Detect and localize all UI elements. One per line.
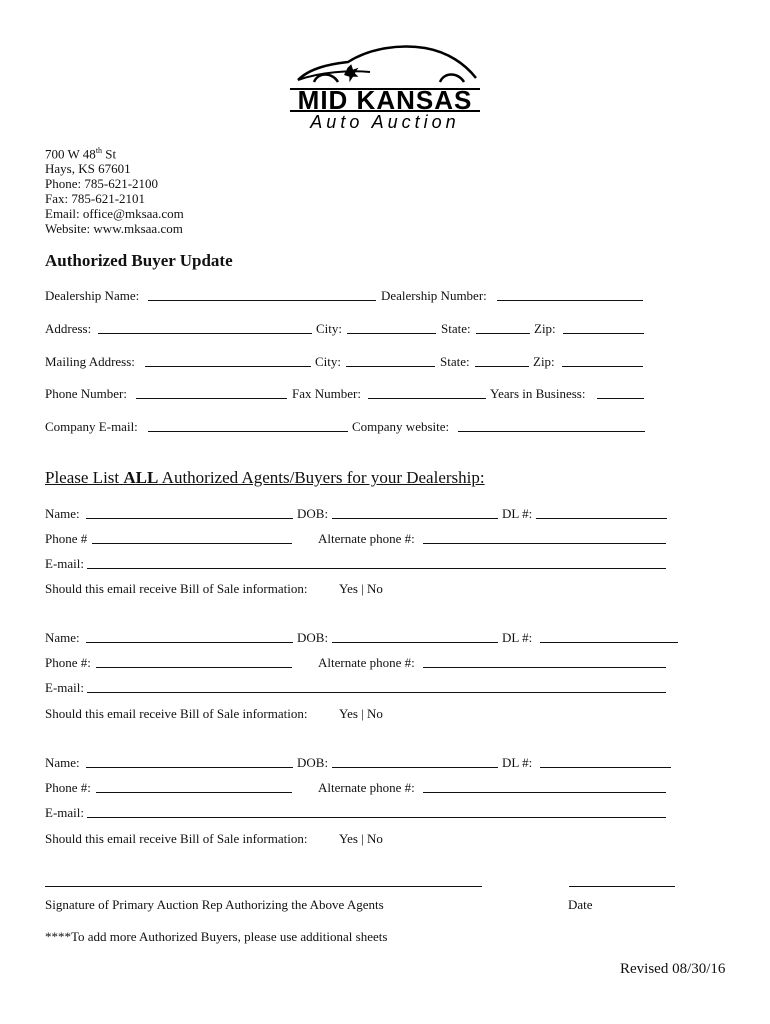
zip-label: Zip: xyxy=(534,321,556,336)
agent-dob-field[interactable] xyxy=(332,518,498,519)
agent-alt-phone-field[interactable] xyxy=(423,543,666,544)
mailing-address-field[interactable] xyxy=(145,366,311,367)
agent-alt-phone-label: Alternate phone #: xyxy=(318,780,415,795)
agent-dl-label: DL #: xyxy=(502,630,533,645)
yes-no-options[interactable]: Yes | No xyxy=(339,581,383,596)
mailing-state-field[interactable] xyxy=(475,366,529,367)
mailing-address-label: Mailing Address: xyxy=(45,354,135,369)
company-website-label: Company website: xyxy=(352,419,450,434)
agent-dob-field[interactable] xyxy=(332,642,498,643)
page-title: Authorized Buyer Update xyxy=(45,251,233,270)
phone-number-field[interactable] xyxy=(136,398,287,399)
agents-heading-pre: Please List xyxy=(45,468,124,487)
bill-of-sale-question: Should this email receive Bill of Sale information: xyxy=(45,831,308,846)
additional-sheets-note: ****To add more Authorized Buyers, please use additional sheets xyxy=(45,929,388,944)
date-field[interactable] xyxy=(569,886,675,887)
street-address xyxy=(45,146,116,162)
car-silhouette-icon xyxy=(290,42,482,90)
email-line: Email: office@mksaa.com xyxy=(45,206,184,221)
website-line: Website: www.mksaa.com xyxy=(45,221,183,236)
city-field[interactable] xyxy=(347,333,436,334)
mailing-city-label: City: xyxy=(315,354,342,369)
street-text: 700 W 48 xyxy=(45,146,96,162)
phone-number-label: Phone Number: xyxy=(45,386,127,401)
logo-subtitle: Auto Auction xyxy=(310,112,460,132)
yes-no-options[interactable]: Yes | No xyxy=(339,831,383,846)
agent-phone-label: Phone #: xyxy=(45,780,91,795)
dealership-name-label: Dealership Name: xyxy=(45,288,140,303)
agent-dob-label: DOB: xyxy=(297,506,329,521)
date-label: Date xyxy=(568,897,593,912)
agents-heading-post: Authorized Agents/Buyers for your Dealership: xyxy=(158,468,485,487)
agent-dob-label: DOB: xyxy=(297,630,329,645)
agent-alt-phone-label: Alternate phone #: xyxy=(318,531,415,546)
city-line: Hays, KS 67601 xyxy=(45,161,131,176)
company-email-label: Company E-mail: xyxy=(45,419,138,434)
agent-dl-field[interactable] xyxy=(540,642,678,643)
agent-alt-phone-field[interactable] xyxy=(423,667,666,668)
fax-line: Fax: 785-621-2101 xyxy=(45,191,146,206)
agent-email-field[interactable] xyxy=(87,692,666,693)
agent-dl-label: DL #: xyxy=(502,506,533,521)
signature-label: Signature of Primary Auction Rep Authorizing the Above Agents xyxy=(45,897,384,912)
bill-of-sale-question: Should this email receive Bill of Sale information: xyxy=(45,706,308,721)
agent-email-label: E-mail: xyxy=(45,556,84,571)
city-label: City: xyxy=(316,321,343,336)
address-label: Address: xyxy=(45,321,92,336)
zip-field[interactable] xyxy=(563,333,644,334)
agent-email-field[interactable] xyxy=(87,568,666,569)
agent-dob-field[interactable] xyxy=(332,767,498,768)
agent-email-field[interactable] xyxy=(87,817,666,818)
dealership-number-field[interactable] xyxy=(497,300,643,301)
logo-title: MID KANSAS xyxy=(290,88,480,112)
agent-phone-label: Phone # xyxy=(45,531,88,546)
company-website-field[interactable] xyxy=(458,431,645,432)
address-field[interactable] xyxy=(98,333,312,334)
street-superscript: th xyxy=(95,146,103,155)
years-in-business-field[interactable] xyxy=(597,398,644,399)
agents-heading-bold: ALL xyxy=(123,468,159,487)
dealership-number-label: Dealership Number: xyxy=(381,288,487,303)
agent-name-field[interactable] xyxy=(86,767,293,768)
street-suffix: St xyxy=(102,146,117,162)
agent-dl-label: DL #: xyxy=(502,755,533,770)
dealership-name-field[interactable] xyxy=(148,300,376,301)
yes-no-options[interactable]: Yes | No xyxy=(339,706,383,721)
agent-name-label: Name: xyxy=(45,630,80,645)
agent-name-label: Name: xyxy=(45,506,80,521)
fax-number-field[interactable] xyxy=(368,398,486,399)
agent-phone-label: Phone #: xyxy=(45,655,91,670)
mailing-state-label: State: xyxy=(440,354,470,369)
mailing-zip-field[interactable] xyxy=(562,366,643,367)
company-email-field[interactable] xyxy=(148,431,348,432)
agents-heading xyxy=(45,468,485,488)
fax-number-label: Fax Number: xyxy=(292,386,361,401)
state-field[interactable] xyxy=(476,333,530,334)
mailing-zip-label: Zip: xyxy=(533,354,555,369)
agent-dl-field[interactable] xyxy=(540,767,671,768)
agent-name-field[interactable] xyxy=(86,642,293,643)
agent-dob-label: DOB: xyxy=(297,755,329,770)
agent-email-label: E-mail: xyxy=(45,680,84,695)
agent-dl-field[interactable] xyxy=(536,518,667,519)
years-in-business-label: Years in Business: xyxy=(490,386,586,401)
agent-email-label: E-mail: xyxy=(45,805,84,820)
agent-alt-phone-label: Alternate phone #: xyxy=(318,655,415,670)
signature-field[interactable] xyxy=(45,886,482,887)
state-label: State: xyxy=(441,321,471,336)
revised-date: Revised 08/30/16 xyxy=(620,961,726,977)
bill-of-sale-question: Should this email receive Bill of Sale information: xyxy=(45,581,308,596)
agent-alt-phone-field[interactable] xyxy=(423,792,666,793)
phone-line: Phone: 785-621-2100 xyxy=(45,176,159,191)
agent-phone-field[interactable] xyxy=(96,667,292,668)
agent-phone-field[interactable] xyxy=(96,792,292,793)
agent-name-field[interactable] xyxy=(86,518,293,519)
mailing-city-field[interactable] xyxy=(346,366,435,367)
agent-name-label: Name: xyxy=(45,755,80,770)
agent-phone-field[interactable] xyxy=(92,543,292,544)
